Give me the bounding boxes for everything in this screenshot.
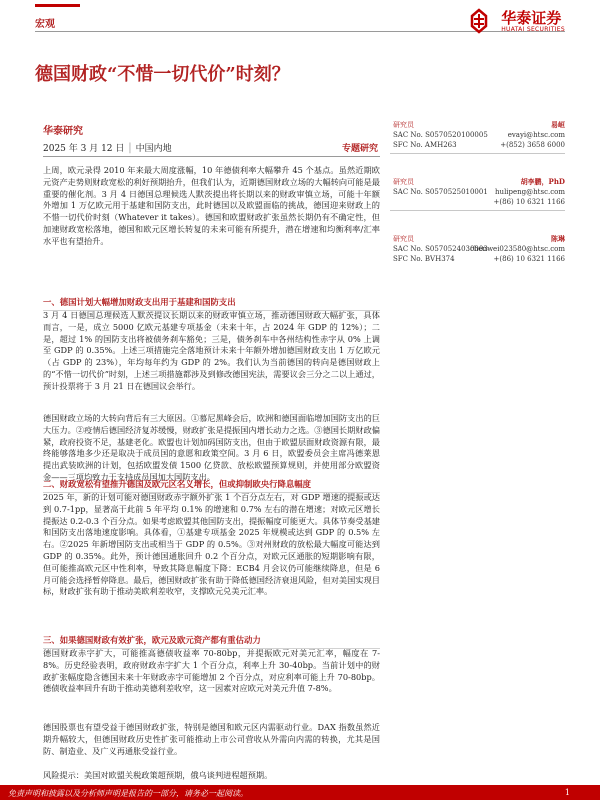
analyst-card: [390, 234, 565, 281]
report-region: 中国内地: [135, 144, 172, 154]
analyst-sfc: SFC No. AMH263: [393, 141, 457, 149]
report-type: 专题研究: [341, 144, 378, 154]
risk-warning: 风险提示：美国对欧盟关税政策超预期，俄乌谈判进程超预期。: [43, 770, 273, 780]
analyst-card: [390, 120, 565, 167]
analyst-divider: [390, 153, 565, 154]
analyst-sfc: SFC No. BVH374: [393, 255, 455, 263]
brand-logo-block: [466, 8, 565, 34]
section-body: 德国股票也有望受益于德国财政扩张，特别是德国和欧元区内需驱动行业。DAX 指数虽然近期升幅较大，但德国财政历史性扩张可能推动上市公司营收从外需向内需的转换，尤其是国防、制造业、及广义再通胀受益行业。: [43, 722, 380, 756]
section-heading: 三、如果德国财政有效扩张，欧元及欧元资产都有重估动力: [43, 634, 380, 649]
dateline: [43, 141, 380, 155]
analyst-sac: SAC No. S0570525010001: [393, 188, 488, 196]
analyst-email[interactable]: hulipeng@htsc.com: [495, 188, 565, 196]
dateline-rule: [43, 156, 380, 157]
analyst-phone: +(86) 10 6321 1166: [493, 198, 565, 206]
analyst-name: 胡李鹏，PhD: [520, 177, 565, 186]
brand-name-en: HUATAI SECURITIES: [501, 25, 565, 33]
analyst-phone: +(852) 3658 6000: [500, 141, 565, 149]
section-body: 德国财政立场的大转向背后有三大原因。①慕尼黑峰会后，欧洲和德国面临增加国防支出的巨大压力。②疫情后德国经济复苏缓慢，财政扩张是提振国内增长动力之选。③德国长期财政偏紧，政府投资不足，基建老化。欧盟也计划加码国防支出，但由于欧盟层面财政资源有限，最终能够落地多少还是取决于成员国的意愿和政策空间。3 月 6 日，欧盟委员会主席冯德莱恩提出武装欧洲的计划，包括欧盟发债 1500 亿贷款、放松欧盟预算规则，并使用部分欧盟资金——三项均致力于支持成员国加大国防支出。: [43, 413, 380, 482]
page-number: 1: [564, 788, 570, 797]
analyst-name: 易峘: [551, 120, 565, 129]
analyst-phone: +(86) 10 6321 1166: [493, 255, 565, 263]
analyst-card: [390, 177, 565, 224]
section-heading: 二、财政宽松有望推升德国及欧元区名义增长，但或抑制欧央行降息幅度: [43, 478, 380, 493]
analyst-sidebar: [390, 120, 565, 291]
analyst-role: 研究员: [393, 235, 414, 243]
section-body: 3 月 4 日德国总理候选人默茨提议长期以来的财政审慎立场，推动德国财政大幅扩张，具体而言，一是，成立 5000 亿欧元基建专项基金（未来十年，占 2024 年 GDP 的 12%）；二是，超过 1% 的国防支出将被债务刹车豁免；三是，债务刹车中各州结构性赤字从 0% 上调至 GDP 的 0.35%。上述三项措施完全落地预计未来十年额外增加德国财政支出 1 万亿欧元（占 GDP 的 23%），年均每年约为 GDP 的 2%。我们认为当前德国的转向是德国财政上的“不惜一切代价”时刻，上述三项措施都涉及到修改德国宪法，需要议会三分之二以上通过，预计投票将于 3 月 21 日在德国议会举行。: [43, 310, 380, 391]
analyst-email[interactable]: chenwei023580@htsc.com: [469, 245, 565, 253]
analyst-role: 研究员: [393, 178, 414, 186]
analyst-role: 研究员: [393, 121, 414, 129]
report-title: 德国财政“不惜一切代价”时刻？: [35, 64, 290, 85]
analyst-sac: SAC No. S0570520100005: [393, 131, 488, 139]
series-label: 华泰研究: [43, 126, 83, 137]
section-tag: 宏观: [35, 19, 55, 30]
section-body: 2025 年，新的计划可能对德国财政赤字额外扩张 1 个百分点左右，对 GDP 增速的提振或达到 0.7-1pp，显著高于此前 5 年平均 0.1% 的增速和 0.7% 左右的潜在增速；对欧元区增长提振达 0.2-0.3 个百分点。如果考虑欧盟其他国防支出，提振幅度可能更大。具体节奏受基建和国防支出落地速度影响。具体看，①基建专项基金 2025 年规模或达到 GDP 的 0.5% 左右。②2025 年新增国防支出或相当于 GDP 的 0.5%。③对州财政的放松最大幅度可能达到 GDP 的 0.35%。此外，预计德国通胀回升 0.2 个百分点，对欧元区通胀的短期影响有限，但可能推高欧元区中性利率，导致其降息幅度下降：ECB4 月会议仍可能继续降息，但是 6 月可能会选择暂停降息。最后，德国财政扩张有助于降低德国经济衰退风险，但对美国实现目标，财政扩张有助于推动美欧利差收窄，支撑欧元兑美元汇率。: [43, 492, 380, 597]
header-accent-bar: [35, 4, 80, 7]
brand-name-cn: 华泰证券: [501, 8, 562, 27]
huatai-logo-icon: [466, 8, 492, 34]
analyst-name: 陈琳: [551, 234, 565, 243]
separator: │: [127, 144, 133, 154]
summary-paragraph: 上周，欧元录得 2010 年来最大周度涨幅，10 年德债利率大幅攀升 45 个基点。虽然近期欧元资产走势则财政宽松的利好预期抬升，但我们认为，近期德国财政立场的大幅转向可能是最重要的催化剂。3 月 4 日德国总理候选人默茨提出将长期以来的财政审慎立场，可能十年额外增加 1 万亿欧元用于基建和国防支出，此时德国以及欧盟面临的挑战，德国迎来财政上的不惜一切代价时刻（Whatever it takes）。德国和欧盟财政扩张虽然长期仍有不确定性，但加速财政宽松落地，德国和欧元区增长转复的未来可能有所提升，潜在增速和均衡利率/汇率水平也有望抬升。: [43, 165, 380, 246]
section-body: 德国财政赤字扩大，可能推高德债收益率 70-80bp，并提振欧元对美元汇率，幅度在 7-8%。历史经验表明，政府财政赤字扩大 1 个百分点，利率上升 30-40bp。当前计划中的财政扩张幅度隐含德国未来十年财政赤字可能增加 2 个百分点，对应利率可能上升 70-80bp。德债收益率回升有助于推动美德利差收窄，这一因素对应欧元对美元升值 7-8%。: [43, 648, 380, 694]
analyst-email[interactable]: evayi@htsc.com: [507, 131, 565, 139]
footer-disclaimer: 免责声明和披露以及分析师声明是报告的一部分，请务必一起阅读。: [8, 789, 248, 798]
analyst-divider: [390, 210, 565, 211]
report-date: 2025 年 3 月 12 日: [43, 144, 125, 154]
section-heading: 一、德国计划大幅增加财政支出用于基建和国防支出: [43, 296, 380, 311]
analyst-sac: SAC No. S0570524030003: [393, 245, 488, 253]
